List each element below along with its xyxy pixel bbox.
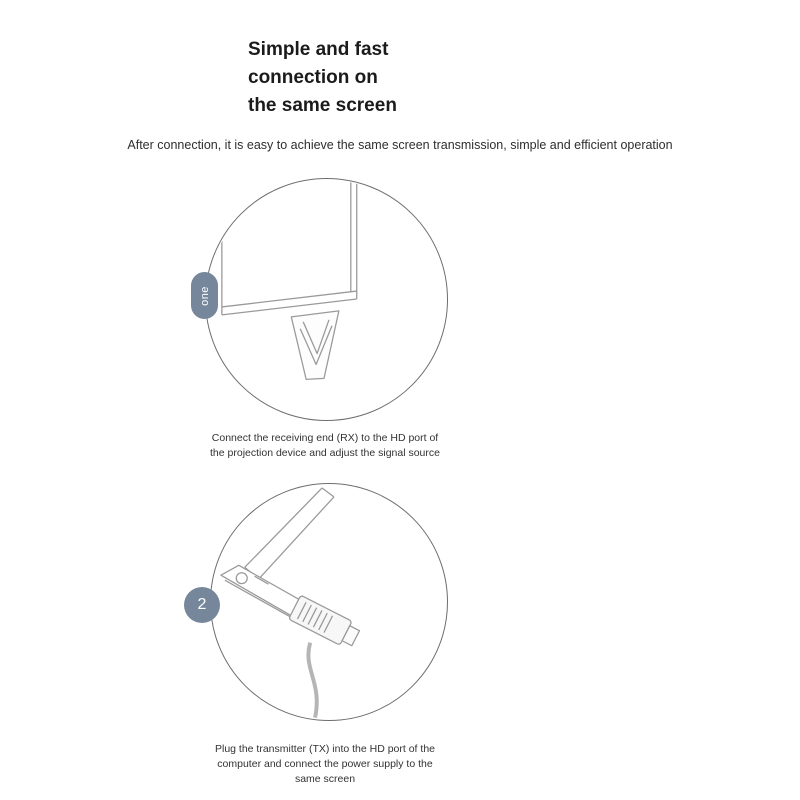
page-title-line-3: the same screen <box>248 95 397 116</box>
step-2-caption-line-3: same screen <box>294 773 356 785</box>
step-2-caption <box>160 742 490 787</box>
step-1-diagram-circle <box>205 178 448 421</box>
page-subtitle: After connection, it is easy to achieve the same screen transmission, simple and efficient operation <box>127 138 673 152</box>
step-2-badge-label: 2 <box>197 596 207 613</box>
page-title-line-2: connection on <box>248 67 378 88</box>
step-2-badge <box>184 587 220 623</box>
step-1-badge <box>191 272 218 319</box>
step-1-caption-line-1: Connect the receiving end (RX) to the HD port of <box>211 432 439 444</box>
step-1-caption-line-2: the projection device and adjust the signal source <box>210 447 440 459</box>
step-2-caption-line-2: computer and connect the power supply to the <box>217 758 433 770</box>
step-1-badge-label: one <box>198 285 211 306</box>
step-2-diagram-circle <box>210 483 448 721</box>
tv-corner-rx-diagram-icon <box>206 179 447 420</box>
laptop-tx-diagram-icon <box>211 484 447 720</box>
page-title <box>248 36 397 120</box>
step-1-caption <box>160 431 490 461</box>
page-title-line-1: Simple and fast <box>248 39 389 60</box>
step-2-caption-line-1: Plug the transmitter (TX) into the HD port of the <box>214 743 435 755</box>
